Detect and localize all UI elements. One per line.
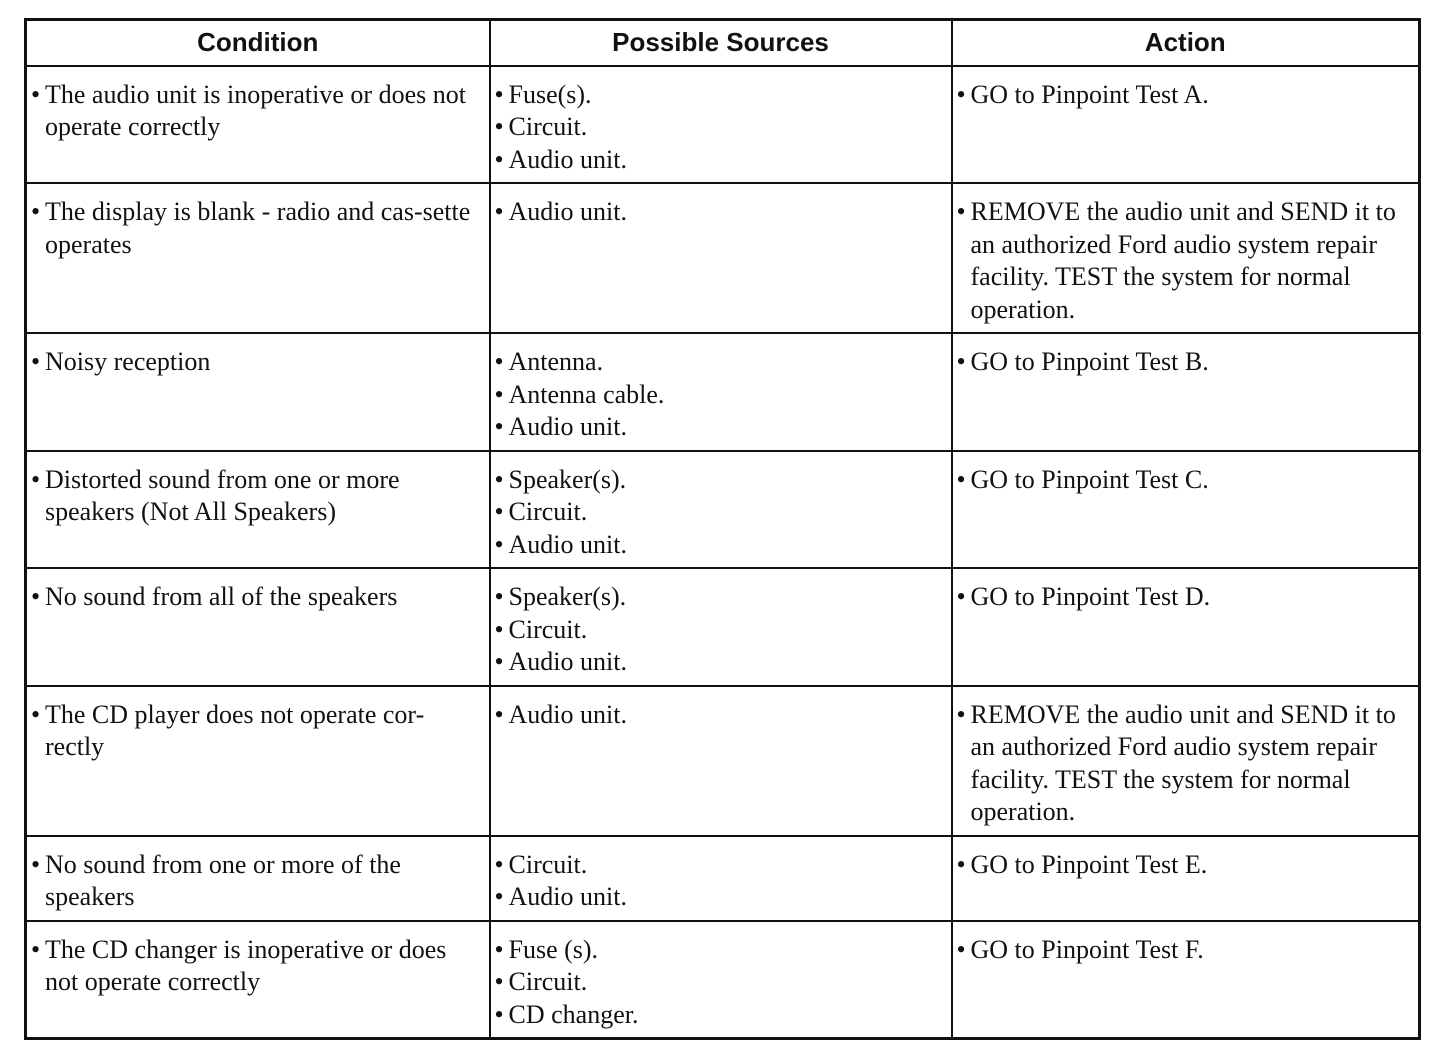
source-item: • Audio unit. — [495, 529, 943, 562]
table-row — [26, 333, 1420, 451]
table-row — [26, 451, 1420, 569]
condition-text: • Distorted sound from one or more speakers (Not All Speakers) — [31, 464, 481, 529]
action-text: • GO to Pinpoint Test B. — [957, 346, 1411, 379]
condition-text: • The CD player does not operate cor-rectly — [31, 699, 481, 764]
sources-cell — [490, 183, 952, 333]
source-item: • Circuit. — [495, 966, 943, 999]
source-item: • Antenna cable. — [495, 379, 943, 412]
action-text: • GO to Pinpoint Test C. — [957, 464, 1411, 497]
condition-cell — [26, 183, 490, 333]
condition-cell — [26, 568, 490, 686]
condition-cell — [26, 451, 490, 569]
action-text: • GO to Pinpoint Test D. — [957, 581, 1411, 614]
action-cell — [952, 836, 1420, 921]
action-text: • GO to Pinpoint Test A. — [957, 79, 1411, 112]
source-item: • Audio unit. — [495, 881, 943, 914]
source-item: • Circuit. — [495, 614, 943, 647]
possible-sources-header: Possible Sources — [490, 20, 952, 66]
source-item: • Fuse (s). — [495, 934, 943, 967]
action-cell — [952, 568, 1420, 686]
source-item: • Speaker(s). — [495, 581, 943, 614]
condition-text: • No sound from all of the speakers — [31, 581, 481, 614]
source-item: • Circuit. — [495, 111, 943, 144]
sources-cell — [490, 66, 952, 184]
source-item: • Fuse(s). — [495, 79, 943, 112]
condition-cell — [26, 333, 490, 451]
condition-text: • The audio unit is inoperative or does not operate correctly — [31, 79, 481, 144]
sources-cell — [490, 568, 952, 686]
action-text: • GO to Pinpoint Test F. — [957, 934, 1411, 967]
action-text: • GO to Pinpoint Test E. — [957, 849, 1411, 882]
condition-text: • The CD changer is inoperative or does not operate correctly — [31, 934, 481, 999]
sources-cell — [490, 451, 952, 569]
source-item: • Audio unit. — [495, 196, 943, 229]
condition-cell — [26, 686, 490, 836]
action-cell — [952, 333, 1420, 451]
action-cell — [952, 183, 1420, 333]
source-item: • CD changer. — [495, 999, 943, 1032]
sources-cell — [490, 333, 952, 451]
source-item: • Antenna. — [495, 346, 943, 379]
table-row — [26, 686, 1420, 836]
action-header: Action — [952, 20, 1420, 66]
action-cell — [952, 451, 1420, 569]
action-cell — [952, 921, 1420, 1039]
diagnosis-table — [24, 18, 1421, 1040]
sources-cell — [490, 921, 952, 1039]
condition-header: Condition — [26, 20, 490, 66]
action-cell — [952, 66, 1420, 184]
table-row — [26, 66, 1420, 184]
source-item: • Audio unit. — [495, 646, 943, 679]
condition-text: • The display is blank - radio and cas-sette operates — [31, 196, 481, 261]
table-row — [26, 568, 1420, 686]
sources-cell — [490, 686, 952, 836]
condition-text: • Noisy reception — [31, 346, 481, 379]
source-item: • Speaker(s). — [495, 464, 943, 497]
table-row — [26, 921, 1420, 1039]
source-item: • Audio unit. — [495, 699, 943, 732]
sources-cell — [490, 836, 952, 921]
table-row — [26, 183, 1420, 333]
condition-cell — [26, 836, 490, 921]
source-item: • Audio unit. — [495, 411, 943, 444]
condition-cell — [26, 66, 490, 184]
table-header-row — [26, 20, 1420, 66]
table-row — [26, 836, 1420, 921]
source-item: • Audio unit. — [495, 144, 943, 177]
source-item: • Circuit. — [495, 496, 943, 529]
action-cell — [952, 686, 1420, 836]
condition-cell — [26, 921, 490, 1039]
condition-text: • No sound from one or more of the speakers — [31, 849, 481, 914]
action-text: • REMOVE the audio unit and SEND it to an authorized Ford audio system repair facility. TEST the system for normal operation. — [957, 699, 1411, 829]
action-text: • REMOVE the audio unit and SEND it to an authorized Ford audio system repair facility. TEST the system for normal operation. — [957, 196, 1411, 326]
source-item: • Circuit. — [495, 849, 943, 882]
